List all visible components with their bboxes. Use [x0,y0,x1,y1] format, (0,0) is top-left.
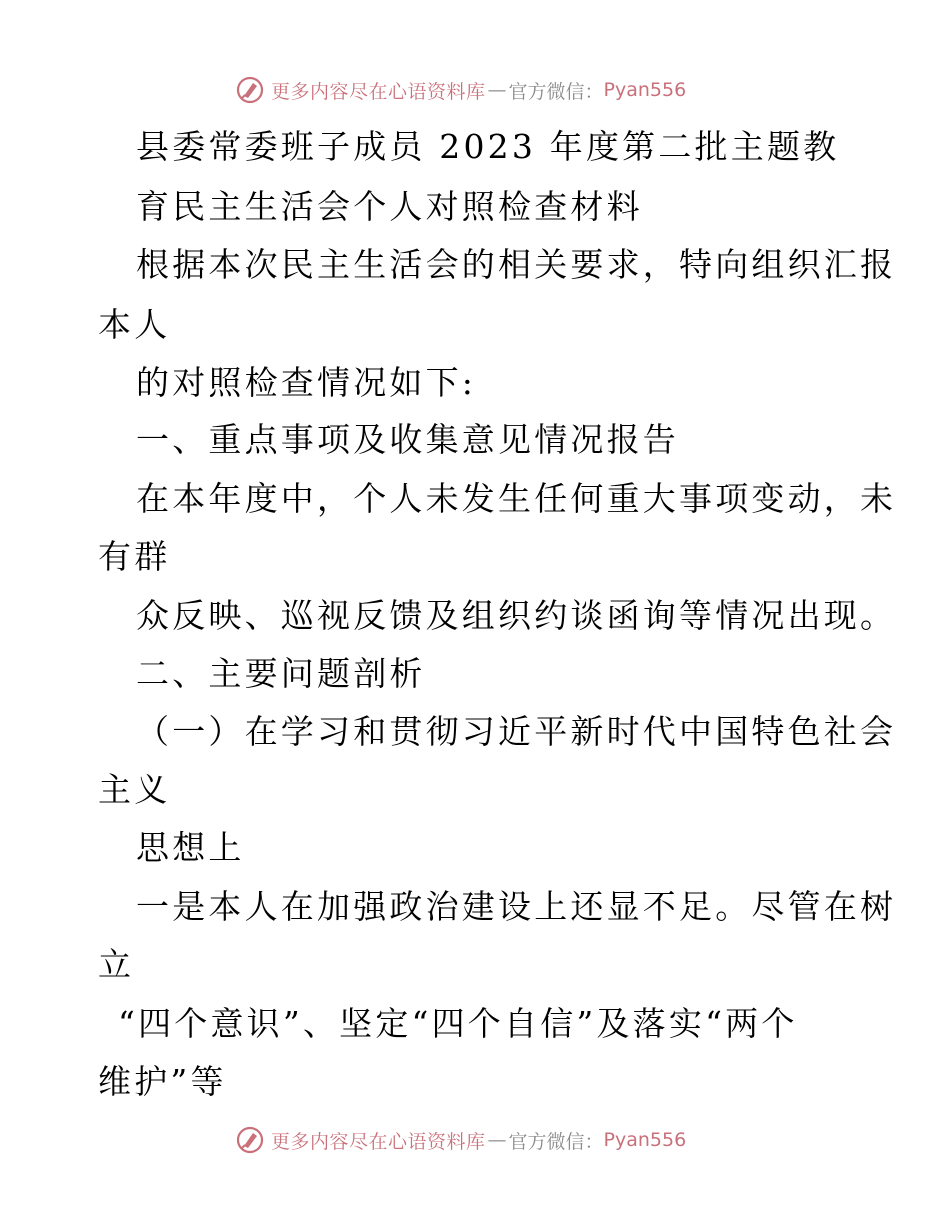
paragraph-line: “四个意识”、坚定“四个自信”及落实“两个 [118,1004,798,1043]
document-title-line-2: 育民主生活会个人对照检查材料 [136,187,643,226]
watermark-header [235,74,795,106]
watermark-wechat-id: Pyan556 [603,1129,687,1151]
watermark-footer [235,1124,795,1156]
paragraph-line: 众反映、巡视反馈及组织约谈函询等情况出现。 [136,596,897,635]
paragraph-line: 一是本人在加强政治建设上还显不足。尽管在树 [136,887,897,926]
pen-nib-circle-icon [235,75,265,105]
paragraph-line: 根据本次民主生活会的相关要求，特向组织汇报 [136,245,897,284]
watermark-text: 更多内容尽在心语资料库 [271,1130,486,1153]
section-heading: 二、主要问题剖析 [136,654,426,693]
paragraph-line: 的对照检查情况如下: [136,363,477,402]
paragraph-line: 思想上 [136,828,245,867]
subsection-heading: （一）在学习和贯彻习近平新时代中国特色社会 [136,712,897,751]
paragraph-line: 在本年度中，个人未发生任何重大事项变动，未 [136,479,897,518]
paragraph-line: 立 [98,945,135,984]
watermark-wechat-id: Pyan556 [603,79,687,101]
document-title-line-1: 县委常委班子成员 2023 年度第二批主题教 [136,127,840,166]
pen-nib-circle-icon [235,1125,265,1155]
watermark-separator: — [487,1129,507,1151]
watermark-separator: — [487,79,507,101]
watermark-text: 更多内容尽在心语资料库 [271,80,486,103]
watermark-official-label: 官方微信： [508,80,604,103]
watermark-official-label: 官方微信： [508,1130,604,1153]
section-heading: 一、重点事项及收集意见情况报告 [136,420,679,459]
paragraph-line: 维护”等 [98,1062,227,1101]
paragraph-line: 本人 [98,305,171,344]
paragraph-line: 主义 [98,770,171,809]
paragraph-line: 有群 [98,537,171,576]
